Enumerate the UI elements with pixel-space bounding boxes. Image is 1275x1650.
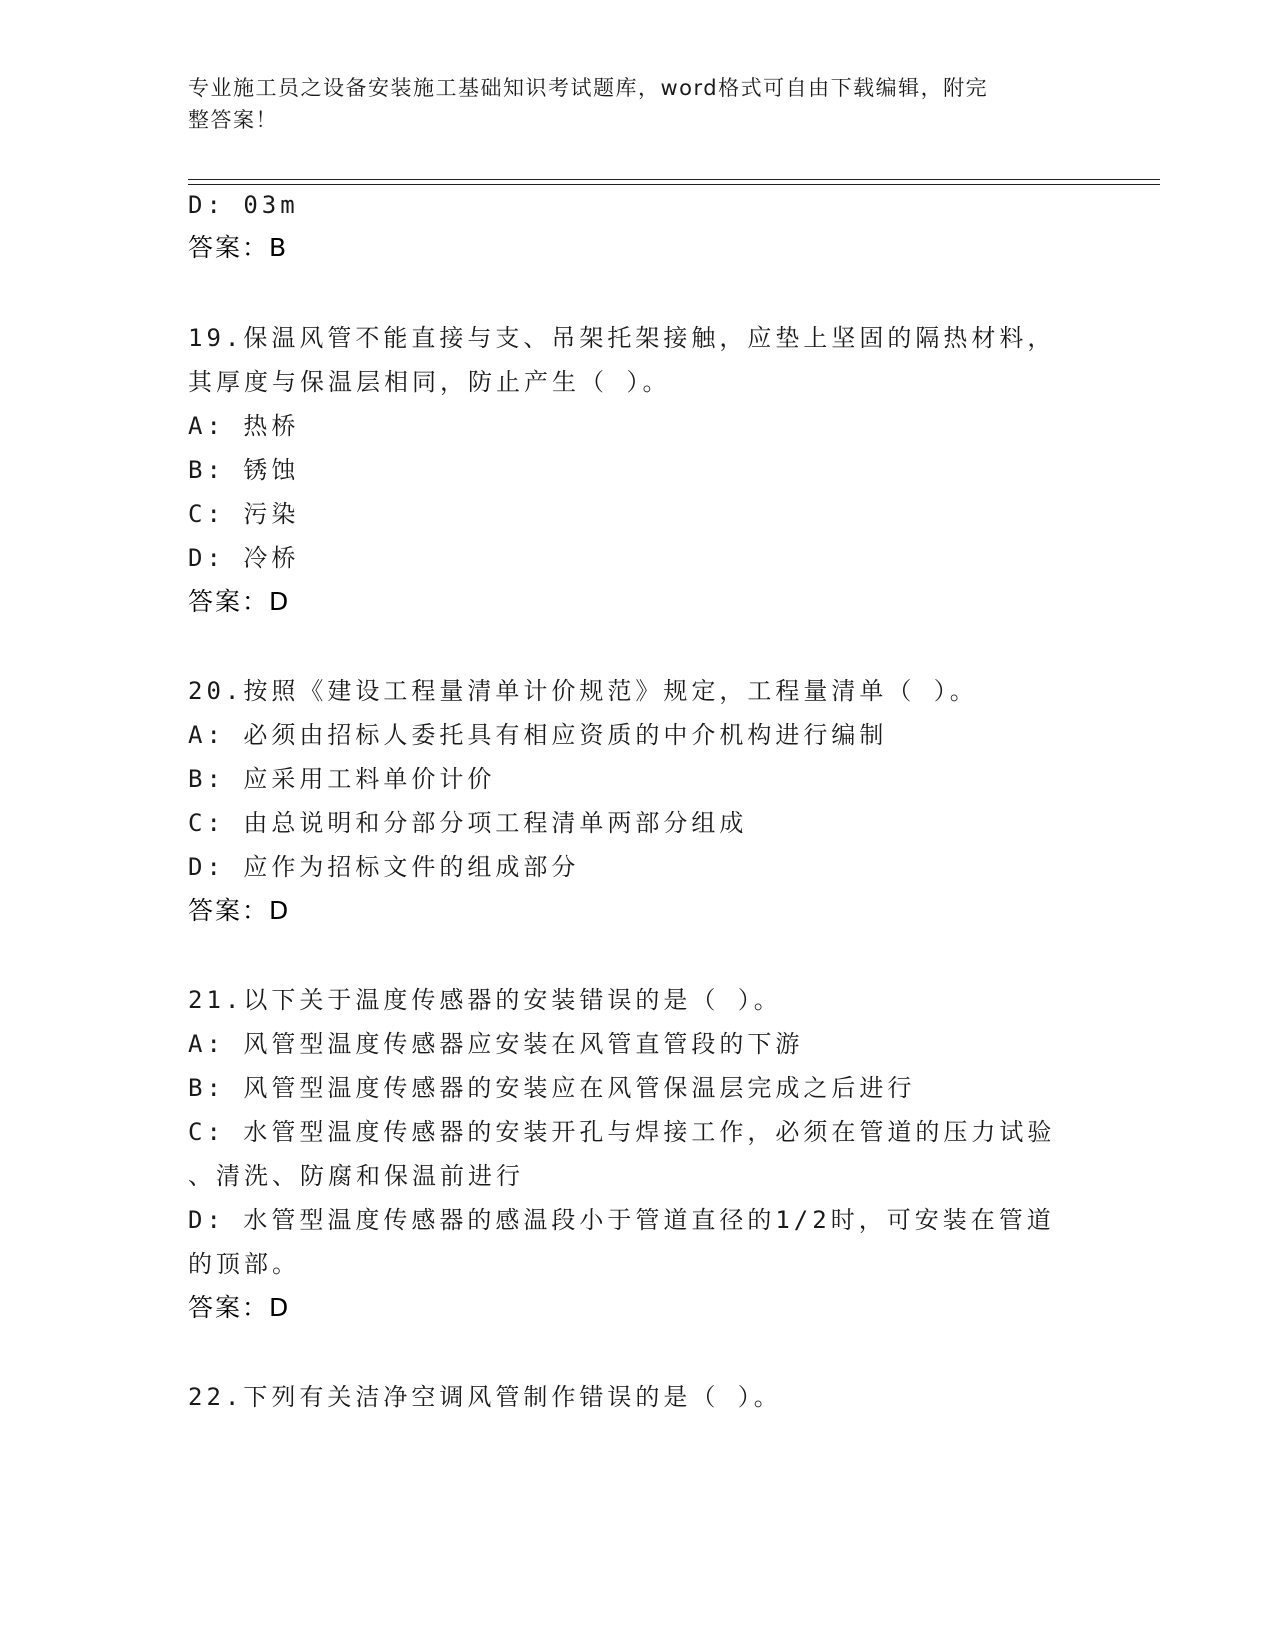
q19-option-b: B: 锈蚀 bbox=[188, 456, 300, 484]
q21-option-d-line-1: D: 水管型温度传感器的感温段小于管道直径的1/2时，可安装在管道 bbox=[188, 1206, 1055, 1234]
q22-stem: 22.下列有关洁净空调风管制作错误的是（ ）。 bbox=[188, 1383, 782, 1411]
q19-answer: 答案：D bbox=[188, 587, 291, 616]
q21-option-a: A: 风管型温度传感器应安装在风管直管段的下游 bbox=[188, 1030, 804, 1058]
q20-stem: 20.按照《建设工程量清单计价规范》规定，工程量清单（ ）。 bbox=[188, 677, 978, 705]
q20-answer: 答案：D bbox=[188, 896, 291, 925]
q21-stem: 21.以下关于温度传感器的安装错误的是（ ）。 bbox=[188, 986, 782, 1014]
q18-option-d: D: 03m bbox=[188, 191, 299, 219]
q20-option-c: C: 由总说明和分部分项工程清单两部分组成 bbox=[188, 809, 748, 837]
header-title-line-2: 整答案！ bbox=[188, 108, 278, 132]
q19-option-d: D: 冷桥 bbox=[188, 544, 300, 572]
header-title-line-1: 专业施工员之设备安装施工基础知识考试题库，word格式可自由下载编辑，附完 bbox=[188, 76, 989, 100]
q20-option-b: B: 应采用工料单价计价 bbox=[188, 765, 496, 793]
q19-stem-line-1: 19.保温风管不能直接与支、吊架托架接触，应垫上坚固的隔热材料， bbox=[188, 324, 1056, 352]
q19-stem-line-2: 其厚度与保温层相同，防止产生（ ）。 bbox=[188, 368, 671, 396]
header-divider-bottom bbox=[188, 184, 1160, 185]
q21-option-c-line-1: C: 水管型温度传感器的安装开孔与焊接工作，必须在管道的压力试验 bbox=[188, 1118, 1056, 1146]
document-header bbox=[188, 72, 1068, 136]
q21-option-d-line-2: 的顶部。 bbox=[188, 1250, 300, 1278]
q19-option-c: C: 污染 bbox=[188, 500, 300, 528]
q21-answer: 答案：D bbox=[188, 1293, 291, 1322]
header-divider-top bbox=[188, 179, 1160, 180]
q18-answer: 答案：B bbox=[188, 233, 289, 262]
q21-option-b: B: 风管型温度传感器的安装应在风管保温层完成之后进行 bbox=[188, 1074, 916, 1102]
q20-option-d: D: 应作为招标文件的组成部分 bbox=[188, 853, 580, 881]
q20-option-a: A: 必须由招标人委托具有相应资质的中介机构进行编制 bbox=[188, 721, 888, 749]
q19-option-a: A: 热桥 bbox=[188, 412, 300, 440]
q21-option-c-line-2: 、清洗、防腐和保温前进行 bbox=[188, 1162, 524, 1190]
